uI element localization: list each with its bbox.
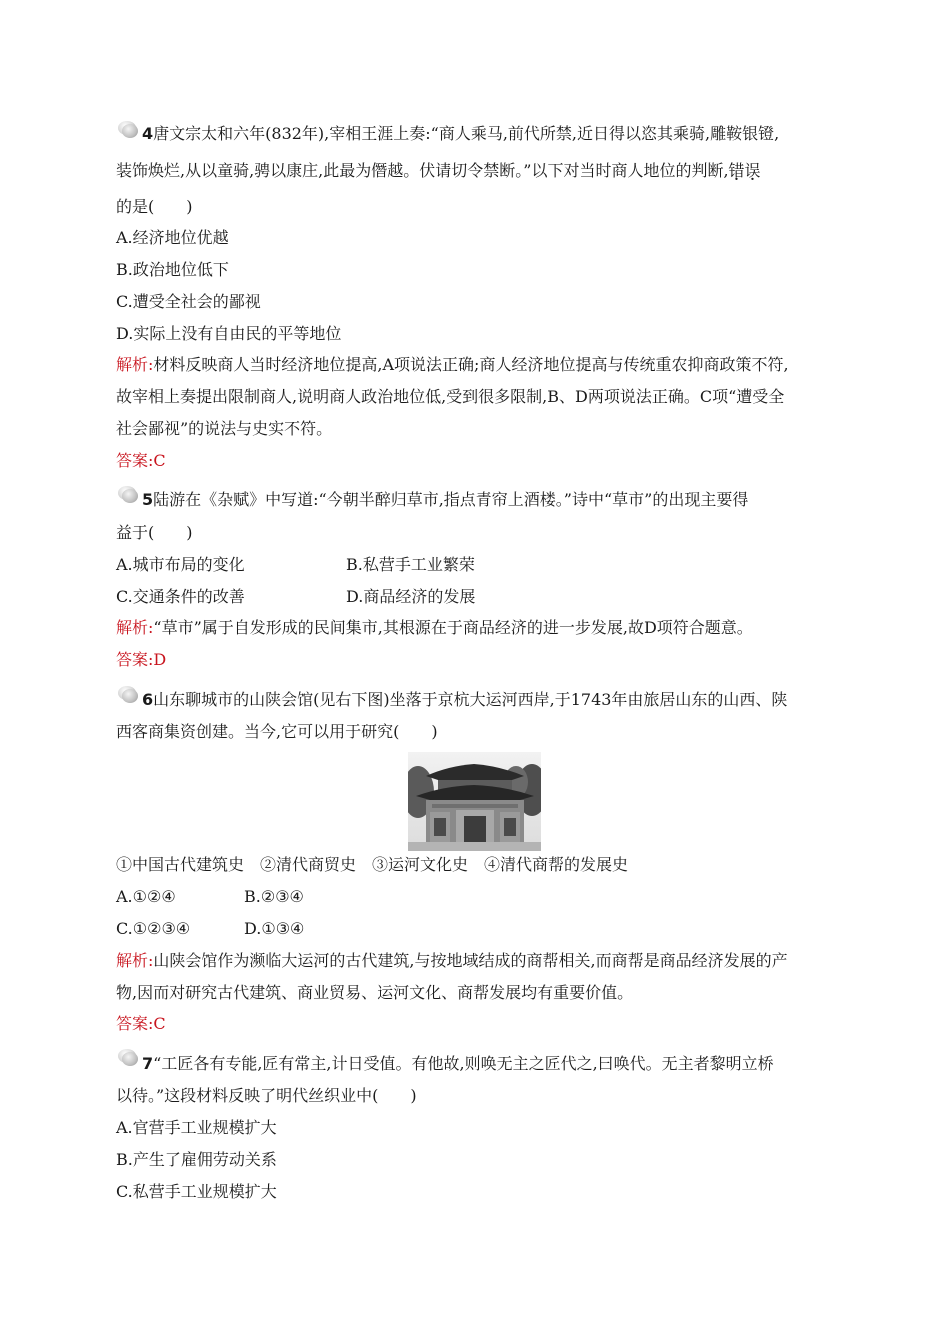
q6-line-1: 6山东聊城市的山陕会馆(见右下图)坐落于京杭大运河西岸,于1743年由旅居山东的山西、陕: [142, 690, 788, 709]
q7-line-1: 7“工匠各有专能,匠有常主,计日受值。有他故,则唤无主之匠代之,曰唤代。无主者黎明立桥: [142, 1054, 774, 1073]
q6-analysis-line-2: 物,因而对研究古代建筑、商业贸易、运河文化、商帮发展均有重要价值。: [116, 983, 634, 1002]
q7-option-c: C.私营手工业规模扩大: [116, 1182, 277, 1201]
q4-option-d: D.实际上没有自由民的平等地位: [116, 324, 342, 343]
q5-option-b: B.私营手工业繁荣: [346, 555, 475, 574]
q5-options-row-1: [116, 555, 245, 575]
emphasis-mark: 误: [744, 161, 761, 180]
q6-number: 6: [142, 690, 154, 709]
question-bullet-icon: [116, 485, 138, 505]
q5-option-c: C.交通条件的改善: [116, 587, 245, 606]
q6-line-2: 西客商集资创建。当今,它可以用于研究( ): [116, 722, 438, 741]
q7-line-2: 以待。”这段材料反映了明代丝织业中( ): [116, 1086, 417, 1105]
analysis-label: 解析:: [116, 951, 154, 970]
q5-number: 5: [142, 490, 154, 509]
q4-analysis-line-3: 社会鄙视”的说法与史实不符。: [116, 419, 333, 438]
q6-analysis-line-1: 解析:山陕会馆作为濒临大运河的古代建筑,与按地域结成的商帮相关,而商帮是商品经济发展的产: [116, 951, 788, 970]
q7-number: 7: [142, 1054, 154, 1073]
q4-number: 4: [142, 124, 154, 143]
q5-line-1: 5陆游在《杂赋》中写道:“今朝半醉归草市,指点青帘上酒楼。”诗中“草市”的出现主要得: [142, 490, 749, 509]
q5-option-d: D.商品经济的发展: [346, 587, 476, 606]
q4-analysis-line-1: 解析:材料反映商人当时经济地位提高,A项说法正确;商人经济地位提高与传统重农抑商政策不符,: [116, 355, 789, 374]
q4-analysis-line-2: 故宰相上奏提出限制商人,说明商人政治地位低,受到很多限制,B、D两项说法正确。C项“遭受全: [116, 387, 785, 406]
q6-option-b: B.②③④: [244, 887, 304, 906]
q4-option-b: B.政治地位低下: [116, 260, 229, 279]
q4-option-c: C.遭受全社会的鄙视: [116, 292, 261, 311]
question-bullet-icon: [116, 120, 138, 140]
q4-line-1: 4唐文宗太和六年(832年),宰相王涯上奏:“商人乘马,前代所禁,近日得以恣其乘骑,雕鞍银镫,: [142, 124, 780, 143]
q6-items: ①中国古代建筑史 ②清代商贸史 ③运河文化史 ④清代商帮的发展史: [116, 855, 629, 874]
q4-line-3: 的是( ): [116, 197, 193, 216]
analysis-label: 解析:: [116, 618, 154, 637]
q7-option-b: B.产生了雇佣劳动关系: [116, 1150, 277, 1169]
q6-answer: 答案:C: [116, 1014, 166, 1033]
q4-option-a: A.经济地位优越: [116, 228, 229, 247]
q6-option-c: C.①②③④: [116, 919, 191, 938]
question-bullet-icon: [116, 685, 138, 705]
emphasis-mark: 错: [728, 161, 745, 180]
q5-line-2: 益于( ): [116, 523, 193, 542]
q7-option-a: A.官营手工业规模扩大: [116, 1118, 277, 1137]
q5-analysis-line-1: 解析:“草市”属于自发形成的民间集市,其根源在于商品经济的进一步发展,故D项符合题意。: [116, 618, 753, 637]
q5-options-row-2: [116, 587, 245, 607]
guild-hall-photo: [408, 752, 541, 851]
question-bullet-icon: [116, 1048, 138, 1068]
q5-answer: 答案:D: [116, 650, 167, 669]
q4-answer: 答案:C: [116, 451, 166, 470]
q4-line-2: 装饰焕烂,从以童骑,骋以康庄,此最为僭越。伏请切令禁断。”以下对当时商人地位的判断,错误: [116, 161, 761, 180]
q6-option-d: D.①③④: [244, 919, 305, 938]
analysis-label: 解析:: [116, 355, 154, 374]
q5-option-a: A.城市布局的变化: [116, 555, 245, 574]
q6-option-a: A.①②④: [116, 887, 176, 906]
